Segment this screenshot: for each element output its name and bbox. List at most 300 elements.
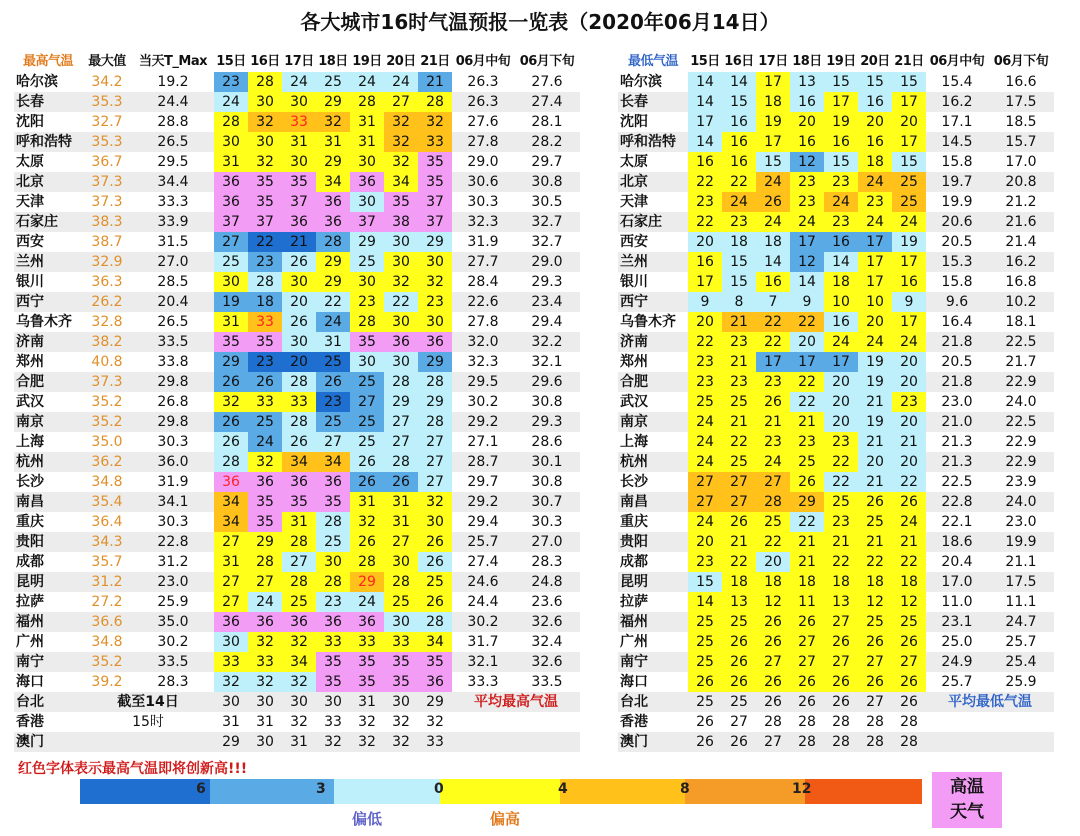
- city-name: 乌鲁木齐: [620, 314, 676, 330]
- table-row: [618, 232, 1054, 252]
- mid-june-avg: 21.0: [926, 412, 988, 432]
- forecast-cell: 36: [316, 212, 350, 232]
- late-june-avg: 17.5: [988, 572, 1054, 592]
- forecast-cell: 18: [722, 232, 756, 252]
- forecast-cell: 25: [214, 252, 248, 272]
- forecast-cell: 20: [858, 452, 892, 472]
- today-max-value: 19.2: [157, 74, 189, 90]
- forecast-cell: 32: [384, 272, 418, 292]
- mid-june-avg: 25.7: [941, 674, 973, 690]
- forecast-cell: 20: [688, 532, 722, 552]
- late-june-avg: 30.8: [531, 474, 563, 490]
- forecast-cell: 26: [688, 672, 722, 692]
- record-max-value: 37.3: [82, 372, 132, 392]
- table-row: [14, 632, 580, 652]
- forecast-cell: 36: [214, 192, 248, 212]
- late-june-avg: 27.0: [514, 532, 580, 552]
- city-name: 呼和浩特: [618, 132, 688, 152]
- mid-june-avg: 11.0: [941, 594, 973, 610]
- forecast-cell: 18: [824, 272, 858, 292]
- forecast-cell: 33: [248, 392, 282, 412]
- column-header: 15日: [216, 54, 246, 69]
- column-header: 当天T_Max: [139, 54, 207, 69]
- forecast-cell: 28: [418, 612, 452, 632]
- table-row: [618, 252, 1054, 272]
- forecast-cell: 32: [350, 732, 384, 752]
- forecast-cell: 19: [756, 112, 790, 132]
- city-name: 南宁: [618, 652, 688, 672]
- table-row: [14, 152, 580, 172]
- forecast-cell: 16: [824, 312, 858, 332]
- forecast-cell: 22: [756, 532, 790, 552]
- legend-below-label: 偏低: [352, 810, 383, 828]
- late-june-avg: 16.2: [988, 252, 1054, 272]
- column-header: 06月下旬: [519, 54, 575, 69]
- forecast-cell: 14: [756, 252, 790, 272]
- today-max-value: 29.8: [132, 412, 214, 432]
- table-row: [14, 492, 580, 512]
- late-june-avg: 24.0: [1005, 394, 1037, 410]
- forecast-cell: 36: [384, 332, 418, 352]
- column-header: 最低气温: [627, 54, 678, 69]
- legend-hot-weather: [932, 772, 1002, 828]
- mid-june-avg: 19.7: [926, 172, 988, 192]
- record-max-value: 40.8: [91, 354, 123, 370]
- forecast-cell: 27: [214, 532, 248, 552]
- forecast-cell: 18: [858, 572, 892, 592]
- mid-june-avg: 22.5: [941, 474, 973, 490]
- legend-hot-label-2: 天气: [950, 802, 984, 822]
- late-june-avg: 30.8: [531, 394, 563, 410]
- forecast-cell: 32: [384, 732, 418, 752]
- city-name: 香港: [16, 714, 44, 730]
- mid-june-avg: 20.4: [941, 554, 973, 570]
- forecast-cell: 29: [418, 232, 452, 252]
- mid-june-avg: 20.5: [941, 234, 973, 250]
- table-row: [618, 152, 1054, 172]
- forecast-cell: 25: [384, 592, 418, 612]
- forecast-cell: 30: [248, 732, 282, 752]
- forecast-cell: 25: [688, 632, 722, 652]
- record-max-value: 36.7: [91, 154, 123, 170]
- column-header: 15日: [690, 54, 720, 69]
- forecast-cell: 10: [824, 292, 858, 312]
- forecast-cell: 29: [316, 152, 350, 172]
- record-max-value: 37.3: [91, 194, 123, 210]
- city-name: 长春: [618, 92, 688, 112]
- table-row: [618, 712, 1054, 732]
- late-june-avg: 21.1: [1005, 554, 1037, 570]
- column-header: 06月中旬: [455, 54, 511, 69]
- forecast-cell: 25: [350, 252, 384, 272]
- city-name: 长沙: [16, 474, 44, 490]
- legend-tick-label: 3: [316, 781, 326, 797]
- forecast-cell: 22: [892, 472, 926, 492]
- record-max-value: 35.3: [82, 92, 132, 112]
- forecast-cell: 18: [790, 572, 824, 592]
- city-name: 贵阳: [14, 532, 82, 552]
- forecast-cell: 26: [756, 692, 790, 712]
- table-row: [14, 332, 580, 352]
- forecast-cell: 31: [214, 552, 248, 572]
- mid-june-avg: 22.8: [926, 492, 988, 512]
- forecast-cell: 33: [214, 652, 248, 672]
- forecast-cell: 36: [282, 472, 316, 492]
- forecast-cell: 17: [756, 132, 790, 152]
- forecast-cell: 15: [892, 152, 926, 172]
- record-max-value: 38.2: [82, 332, 132, 352]
- forecast-cell: 25: [756, 512, 790, 532]
- mid-june-avg: 18.6: [926, 532, 988, 552]
- late-june-avg: 32.6: [514, 612, 580, 632]
- late-june-avg: 29.0: [514, 252, 580, 272]
- forecast-cell: 30: [282, 692, 316, 712]
- forecast-cell: 25: [350, 412, 384, 432]
- mid-june-avg: 28.4: [467, 274, 499, 290]
- forecast-cell: 36: [282, 212, 316, 232]
- forecast-cell: 12: [790, 152, 824, 172]
- forecast-cell: 32: [418, 492, 452, 512]
- forecast-cell: 29: [384, 392, 418, 412]
- forecast-cell: 35: [248, 512, 282, 532]
- today-max-value: 34.4: [132, 172, 214, 192]
- column-header: 最大值: [88, 54, 126, 69]
- city-name: 西安: [16, 234, 44, 250]
- forecast-cell: 22: [790, 392, 824, 412]
- record-max-value: 32.8: [91, 314, 123, 330]
- forecast-cell: 30: [214, 692, 248, 712]
- forecast-cell: 35: [350, 332, 384, 352]
- forecast-cell: 26: [858, 632, 892, 652]
- forecast-cell: 25: [688, 612, 722, 632]
- table-row: [618, 692, 1054, 712]
- late-june-avg: 20.8: [988, 172, 1054, 192]
- forecast-cell: 16: [722, 132, 756, 152]
- city-name: 台北: [618, 692, 688, 712]
- today-max-value: 27.0: [132, 252, 214, 272]
- forecast-cell: 27: [790, 652, 824, 672]
- forecast-cell: 32: [214, 392, 248, 412]
- forecast-cell: 23: [688, 372, 722, 392]
- forecast-cell: 31: [214, 152, 248, 172]
- forecast-cell: 19: [214, 292, 248, 312]
- forecast-cell: 26: [824, 672, 858, 692]
- mid-june-avg: 27.7: [452, 252, 514, 272]
- city-name: 拉萨: [16, 594, 44, 610]
- forecast-cell: 32: [282, 672, 316, 692]
- forecast-cell: 26: [418, 552, 452, 572]
- table-row: [618, 532, 1054, 552]
- forecast-cell: 32: [248, 452, 282, 472]
- forecast-cell: 26: [384, 472, 418, 492]
- forecast-cell: 21: [790, 532, 824, 552]
- mid-june-avg: 21.3: [941, 434, 973, 450]
- table-row: [14, 312, 580, 332]
- forecast-cell: 17: [892, 312, 926, 332]
- legend-segment: [334, 779, 440, 804]
- table-row: [618, 132, 1054, 152]
- forecast-cell: 19: [858, 412, 892, 432]
- forecast-cell: 28: [316, 232, 350, 252]
- forecast-cell: 29: [214, 352, 248, 372]
- today-max-value: 25.9: [157, 594, 189, 610]
- mid-june-avg: 29.4: [467, 514, 499, 530]
- forecast-cell: 26: [214, 372, 248, 392]
- forecast-cell: 17: [858, 232, 892, 252]
- late-june-avg: 16.6: [1005, 74, 1037, 90]
- record-max-value: 27.2: [91, 594, 123, 610]
- table-row: [14, 352, 580, 372]
- forecast-cell: 33: [316, 632, 350, 652]
- late-june-avg: 25.7: [1005, 634, 1037, 650]
- forecast-cell: 35: [384, 652, 418, 672]
- table-row: [14, 672, 580, 692]
- mid-june-avg: 31.7: [467, 634, 499, 650]
- late-june-avg: 19.9: [988, 532, 1054, 552]
- forecast-cell: 23: [790, 432, 824, 452]
- forecast-cell: 22: [824, 452, 858, 472]
- record-max-value: 35.3: [82, 132, 132, 152]
- forecast-cell: 28: [900, 714, 918, 730]
- forecast-cell: 34: [282, 652, 316, 672]
- forecast-cell: 23: [248, 252, 282, 272]
- forecast-cell: 27: [418, 472, 452, 492]
- today-max-value: 31.2: [157, 554, 189, 570]
- forecast-cell: 20: [790, 112, 824, 132]
- forecast-cell: 27: [722, 492, 756, 512]
- table-row: [618, 332, 1054, 352]
- forecast-cell: 25: [688, 692, 722, 712]
- forecast-cell: 14: [790, 272, 824, 292]
- forecast-cell: 30: [248, 132, 282, 152]
- forecast-cell: 24: [350, 72, 384, 92]
- forecast-cell: 28: [418, 372, 452, 392]
- forecast-cell: 24: [790, 212, 824, 232]
- table-row: [618, 552, 1054, 572]
- late-june-avg: 25.9: [1005, 674, 1037, 690]
- forecast-cell: 25: [824, 492, 858, 512]
- forecast-cell: 30: [384, 352, 418, 372]
- city-name: 海口: [620, 674, 648, 690]
- forecast-cell: 23: [824, 512, 858, 532]
- forecast-cell: 34: [214, 492, 248, 512]
- forecast-cell: 21: [892, 532, 926, 552]
- late-june-avg: 21.4: [1005, 234, 1037, 250]
- city-name: 济南: [618, 332, 688, 352]
- forecast-cell: 27: [248, 572, 282, 592]
- forecast-cell: 26: [858, 492, 892, 512]
- forecast-cell: 34: [384, 172, 418, 192]
- late-june-avg: 17.0: [1005, 154, 1037, 170]
- forecast-cell: 19: [892, 232, 926, 252]
- column-header: 20日: [860, 54, 890, 69]
- today-max-value: 24.4: [132, 92, 214, 112]
- table-row: [14, 292, 580, 312]
- today-max-value: 35.0: [132, 612, 214, 632]
- late-june-avg: 25.4: [988, 652, 1054, 672]
- forecast-cell: 23: [790, 172, 824, 192]
- forecast-cell: 17: [892, 252, 926, 272]
- forecast-cell: 25: [282, 592, 316, 612]
- city-name: 太原: [16, 154, 44, 170]
- mid-june-avg: 26.3: [452, 92, 514, 112]
- forecast-cell: 17: [688, 112, 722, 132]
- forecast-cell: 32: [426, 714, 444, 730]
- late-june-avg: 32.7: [514, 212, 580, 232]
- forecast-cell: 14: [688, 72, 722, 92]
- forecast-cell: 28: [756, 492, 790, 512]
- mid-june-avg: 17.0: [926, 572, 988, 592]
- city-name: 昆明: [14, 572, 82, 592]
- forecast-cell: 19: [824, 112, 858, 132]
- forecast-cell: 24: [824, 192, 858, 212]
- column-header: 最高气温: [22, 54, 73, 69]
- forecast-cell: 26: [350, 532, 384, 552]
- forecast-cell: 36: [214, 472, 248, 492]
- late-june-avg: 28.1: [531, 114, 563, 130]
- late-june-avg: 24.8: [514, 572, 580, 592]
- table-row: [14, 112, 580, 132]
- forecast-cell: 23: [824, 212, 858, 232]
- mid-june-avg: 32.1: [452, 652, 514, 672]
- forecast-cell: 26: [722, 732, 756, 752]
- forecast-cell: 19: [858, 372, 892, 392]
- forecast-cell: 24: [688, 432, 722, 452]
- city-name: 贵阳: [618, 532, 688, 552]
- forecast-cell: 17: [824, 352, 858, 372]
- late-june-avg: 21.6: [988, 212, 1054, 232]
- today-max-value: 33.5: [132, 652, 214, 672]
- forecast-cell: 31: [282, 732, 316, 752]
- forecast-cell: 27: [214, 572, 248, 592]
- legend-segment: [685, 779, 805, 804]
- forecast-cell: 26: [756, 632, 790, 652]
- forecast-cell: 21: [756, 412, 790, 432]
- forecast-cell: 26: [790, 612, 824, 632]
- forecast-cell: 26: [756, 612, 790, 632]
- table-row: [618, 732, 1054, 752]
- forecast-cell: 17: [790, 232, 824, 252]
- forecast-cell: 27: [858, 652, 892, 672]
- forecast-cell: 16: [790, 92, 824, 112]
- forecast-cell: 27: [418, 452, 452, 472]
- forecast-cell: 30: [384, 692, 418, 712]
- mid-june-avg: 15.8: [941, 154, 973, 170]
- forecast-cell: 37: [282, 192, 316, 212]
- forecast-cell: 29: [350, 232, 384, 252]
- late-june-avg: 23.9: [1005, 474, 1037, 490]
- mid-june-avg: 27.6: [467, 114, 499, 130]
- forecast-cell: 31: [350, 132, 384, 152]
- forecast-cell: 33: [282, 392, 316, 412]
- forecast-cell: 16: [824, 132, 858, 152]
- late-june-avg: 32.4: [531, 634, 563, 650]
- forecast-cell: 32: [350, 512, 384, 532]
- forecast-cell: 27: [824, 652, 858, 672]
- forecast-cell: 30: [282, 152, 316, 172]
- today-max-value: 22.8: [132, 532, 214, 552]
- forecast-cell: 23: [214, 72, 248, 92]
- forecast-cell: 27: [688, 472, 722, 492]
- forecast-cell: 22: [722, 172, 756, 192]
- record-max-value: 38.7: [91, 234, 123, 250]
- forecast-cell: 26: [756, 392, 790, 412]
- forecast-cell: 27: [688, 492, 722, 512]
- forecast-cell: 23: [722, 212, 756, 232]
- city-name: 重庆: [620, 514, 648, 530]
- table-row: [618, 112, 1054, 132]
- city-name: 兰州: [618, 252, 688, 272]
- legend-above-label: 偏高: [490, 810, 521, 828]
- forecast-cell: 25: [722, 692, 756, 712]
- forecast-cell: 36: [248, 472, 282, 492]
- legend-segment: [440, 779, 560, 804]
- today-max-value: 28.5: [157, 274, 189, 290]
- forecast-cell: 22: [688, 172, 722, 192]
- late-june-avg: 24.0: [988, 492, 1054, 512]
- forecast-cell: 26: [282, 312, 316, 332]
- mid-june-avg: 30.2: [452, 612, 514, 632]
- forecast-cell: 7: [756, 292, 790, 312]
- forecast-cell: 17: [756, 352, 790, 372]
- late-june-avg: 33.5: [531, 674, 563, 690]
- forecast-cell: 26: [756, 192, 790, 212]
- today-max-value: 33.3: [157, 194, 189, 210]
- late-june-avg: 22.5: [988, 332, 1054, 352]
- forecast-cell: 28: [790, 732, 824, 752]
- forecast-cell: 14: [722, 72, 756, 92]
- forecast-cell: 19: [858, 352, 892, 372]
- forecast-cell: 21: [282, 232, 316, 252]
- forecast-cell: 26: [722, 672, 756, 692]
- forecast-cell: 22: [790, 512, 824, 532]
- column-header: 19日: [352, 54, 382, 69]
- late-june-avg: 22.9: [988, 452, 1054, 472]
- today-max-value: 28.3: [157, 674, 189, 690]
- forecast-cell: 16: [756, 272, 790, 292]
- forecast-cell: 26: [696, 714, 714, 730]
- city-name: 天津: [16, 194, 44, 210]
- table-row: [14, 732, 580, 752]
- mid-june-avg: 27.1: [467, 434, 499, 450]
- record-max-value: 35.2: [91, 394, 123, 410]
- forecast-cell: 26: [316, 372, 350, 392]
- city-name: 广州: [620, 634, 648, 650]
- mid-june-avg: [926, 712, 988, 732]
- forecast-cell: 28: [824, 732, 858, 752]
- forecast-cell: 30: [350, 272, 384, 292]
- late-june-avg: 23.4: [514, 292, 580, 312]
- mid-june-avg: [452, 732, 514, 752]
- table-row: [618, 432, 1054, 452]
- forecast-cell: 27: [722, 472, 756, 492]
- forecast-cell: 28: [282, 532, 316, 552]
- forecast-cell: 20: [688, 232, 722, 252]
- forecast-cell: 36: [316, 612, 350, 632]
- city-name: 拉萨: [620, 594, 648, 610]
- forecast-cell: 35: [316, 492, 350, 512]
- city-name: 西安: [620, 234, 648, 250]
- forecast-cell: 23: [316, 592, 350, 612]
- mid-june-avg: 16.4: [941, 314, 973, 330]
- forecast-cell: 16: [688, 252, 722, 272]
- late-june-avg: 16.8: [1005, 274, 1037, 290]
- forecast-cell: 17: [858, 272, 892, 292]
- mid-june-avg: 16.2: [926, 92, 988, 112]
- forecast-cell: 21: [722, 532, 756, 552]
- forecast-cell: 24: [858, 172, 892, 192]
- forecast-cell: 26: [892, 672, 926, 692]
